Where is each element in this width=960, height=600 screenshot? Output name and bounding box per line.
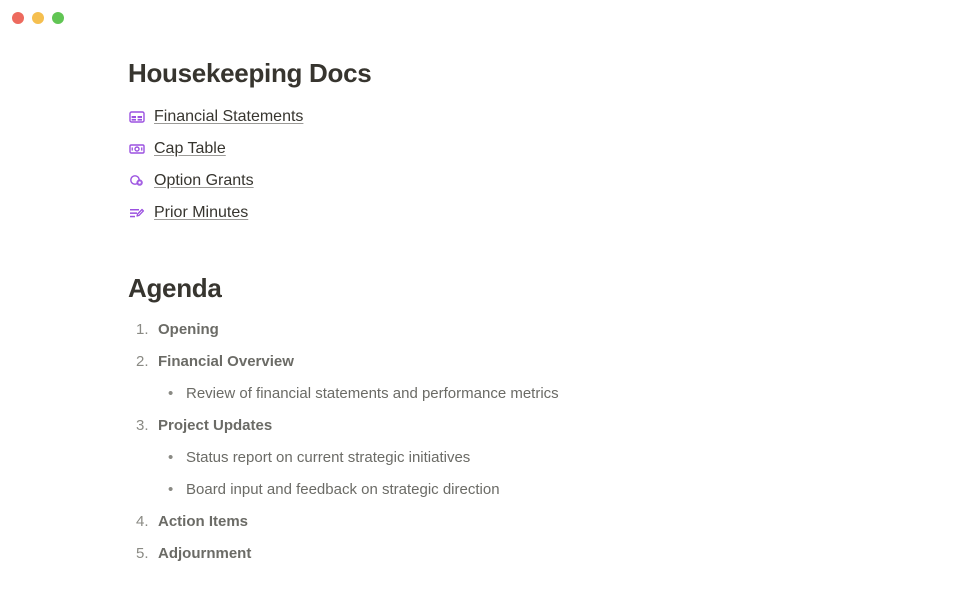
- agenda-item-label: Opening: [158, 321, 219, 338]
- agenda-item-label: Adjournment: [158, 545, 252, 562]
- agenda-item[interactable]: [128, 538, 920, 570]
- doc-link-label[interactable]: Cap Table: [154, 140, 226, 157]
- document-body: [0, 58, 960, 570]
- window-controls: [12, 12, 64, 24]
- agenda-subitem: • Status report on current strategic initiatives: [158, 442, 920, 474]
- minimize-window-button[interactable]: [32, 12, 44, 24]
- agenda-item[interactable]: [128, 410, 920, 506]
- agenda-item-label: Financial Overview: [158, 353, 294, 370]
- agenda-heading: Agenda: [128, 273, 222, 303]
- doc-link-label[interactable]: Financial Statements: [154, 108, 304, 125]
- agenda-subitem-list: [158, 442, 920, 506]
- agenda-item-label: Project Updates: [158, 417, 273, 434]
- agenda-item[interactable]: [128, 314, 920, 346]
- close-window-button[interactable]: [12, 12, 24, 24]
- agenda-item[interactable]: [128, 506, 920, 538]
- doc-link-option-grants[interactable]: [128, 165, 920, 197]
- doc-link-financial-statements[interactable]: [128, 101, 920, 133]
- doc-link-cap-table[interactable]: [128, 133, 920, 165]
- doc-link-label[interactable]: Prior Minutes: [154, 204, 249, 221]
- agenda-subitem: • Board input and feedback on strategic direction: [158, 474, 920, 506]
- money-bill-purple-icon: [128, 140, 146, 158]
- agenda-subitem-list: [158, 378, 920, 410]
- maximize-window-button[interactable]: [52, 12, 64, 24]
- list-edit-purple-icon: [128, 204, 146, 222]
- housekeeping-docs-list: [128, 101, 920, 229]
- agenda-subitem: • Review of financial statements and performance metrics: [158, 378, 920, 410]
- table-purple-icon: [128, 108, 146, 126]
- agenda-item-label: Action Items: [158, 513, 249, 530]
- housekeeping-docs-heading: Housekeeping Docs: [128, 58, 372, 88]
- window-titlebar: [0, 0, 960, 36]
- agenda-item[interactable]: [128, 346, 920, 410]
- doc-link-prior-minutes[interactable]: [128, 197, 920, 229]
- doc-link-label[interactable]: Option Grants: [154, 172, 254, 189]
- coins-purple-icon: [128, 172, 146, 190]
- agenda-list: [128, 314, 920, 570]
